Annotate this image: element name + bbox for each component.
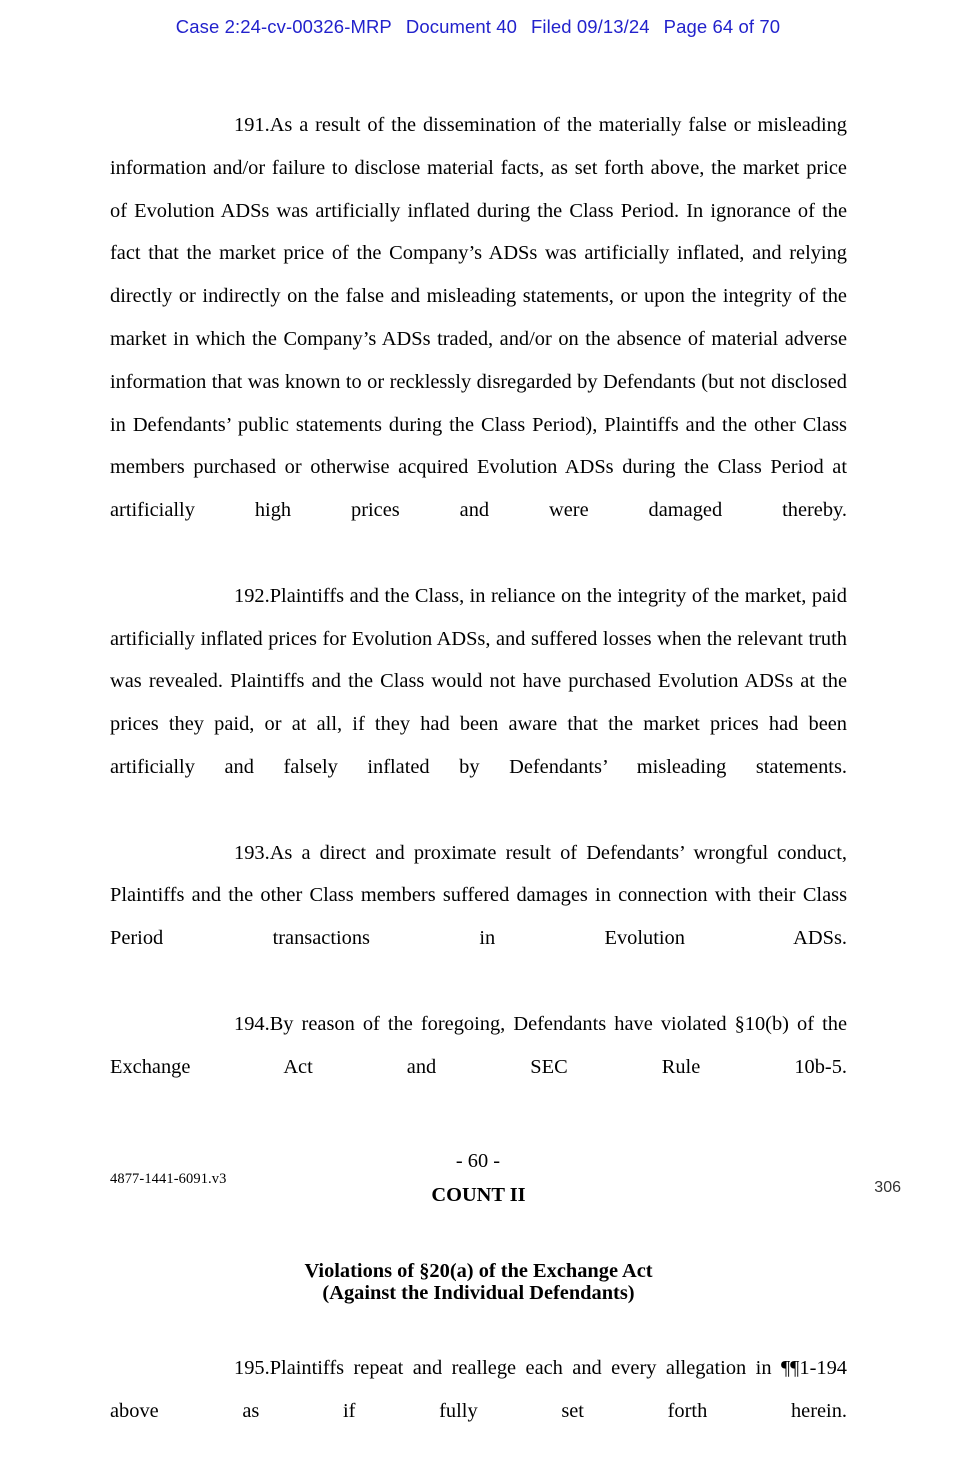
paragraph-text-193: As a direct and proximate result of Defendants’ wrongful conduct, Plaintiffs and the other Class members suffered damages in connection with their Class Period transactions in Evolution ADSs. [110, 841, 847, 950]
document-id-footer: 4877-1441-6091.v3 [110, 1171, 227, 1187]
paragraph-text-195: Plaintiffs repeat and reallege each and every allegation in ¶¶1-194 above as if fully set forth herein. [110, 1357, 847, 1423]
page-number: - 60 - [455, 1150, 501, 1172]
heading-spacer-below [110, 1305, 847, 1348]
document-body [110, 104, 847, 1476]
paragraph-text-194: By reason of the foregoing, Defendants have violated §10(b) of the Exchange Act and SEC Rule 10b-5. [110, 1012, 847, 1078]
paragraph-number-192: 192. [234, 584, 270, 607]
paragraph-text-191: As a result of the dissemination of the materially false or misleading information and/or failure to disclose material facts, as set forth above, the market price of Evolution ADSs was artificially inflated during the Class Period. In ignorance of the fact that the market price of the Company’s ADSs was artificially inflated, and relying directly or indirectly on the false and misleading statements, or upon the integrity of the market in which the Company’s ADSs traded, and/or on the absence of material adverse information that was known to or recklessly disregarded by Defendants (but not disclosed in Defendants’ public statements during the Class Period), Plaintiffs and the other Class members purchased or otherwise acquired Evolution ADSs during the Class Period at artificially high prices and were damaged thereby. [110, 114, 847, 522]
bates-number-stamp: 306 [874, 1179, 901, 1196]
ecf-document-number: Document 40 [405, 16, 518, 37]
paragraph-193 [110, 832, 847, 1003]
heading-spacer-mid [110, 1217, 847, 1260]
paragraph-192 [110, 575, 847, 832]
paragraph-194 [110, 1003, 847, 1131]
paragraph-number-191: 191. [234, 114, 270, 136]
paragraph-195 [110, 1347, 847, 1475]
paragraph-number-193: 193. [234, 841, 270, 864]
count-heading-title: COUNT II [431, 1183, 526, 1206]
count-subtitle-line-1: Violations of §20(a) of the Exchange Act [304, 1259, 653, 1282]
count-subtitle-line-2: (Against the Individual Defendants) [322, 1282, 635, 1305]
paragraph-number-195: 195. [234, 1357, 270, 1380]
paragraph-191 [110, 104, 847, 575]
paragraph-text-192: Plaintiffs and the Class, in reliance on the integrity of the market, paid artificially inflated prices for Evolution ADSs, and suffered losses when the relevant truth was revealed. Plaintiffs and the Class would not have purchased Evolution ADSs at the prices they paid, or at all, if they had been aware that the market prices had been artificially and falsely inflated by Defendants’ misleading statements. [110, 584, 847, 778]
ecf-page-label: Page 64 of 70 [663, 16, 781, 37]
ecf-filed-date: Filed 09/13/24 [531, 16, 650, 37]
paragraph-number-194: 194. [234, 1012, 270, 1035]
ecf-case-number: Case 2:24-cv-00326-MRP [175, 16, 392, 37]
ecf-header-stamp [0, 16, 956, 38]
